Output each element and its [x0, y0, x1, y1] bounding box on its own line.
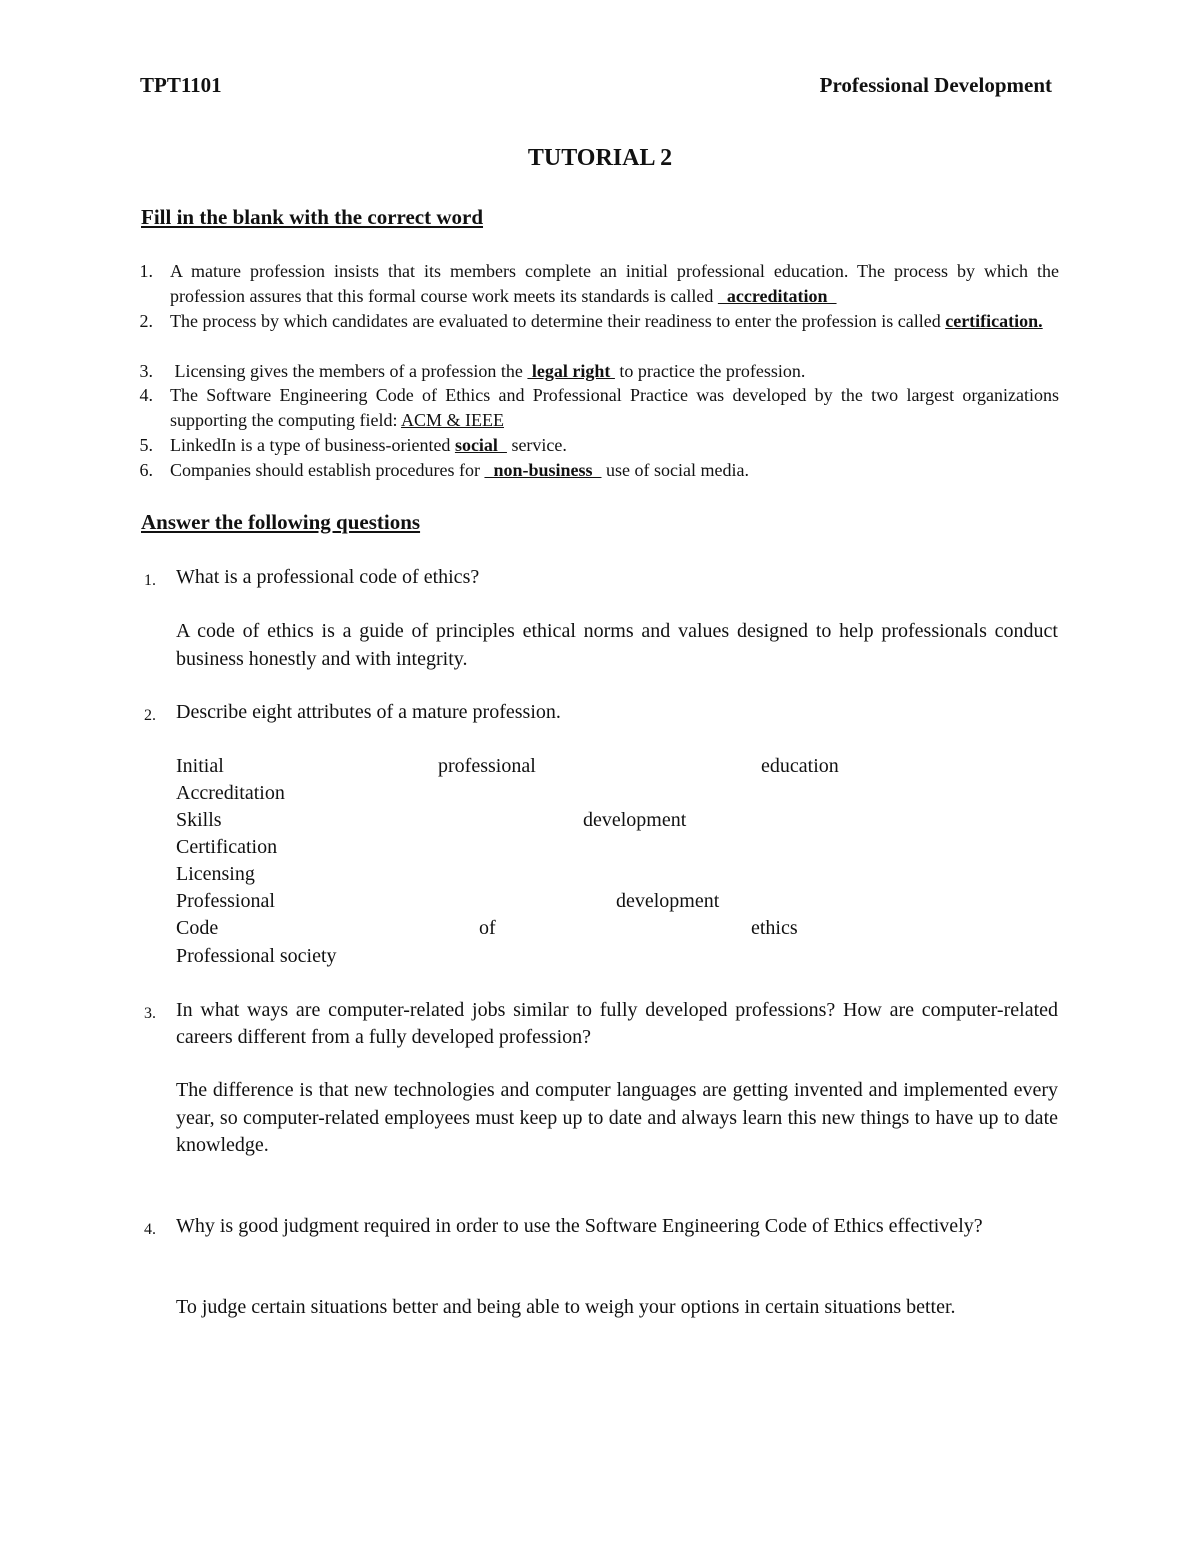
fill-item-6 [133, 458, 1059, 483]
item-text-after: service. [506, 435, 567, 455]
question-number: 4. [144, 1221, 156, 1238]
question-text: Describe eight attributes of a mature profession. [176, 701, 561, 723]
item-number: 3. [139, 361, 153, 381]
fill-item-2 [133, 309, 1059, 334]
attribute-word: development [583, 809, 687, 831]
course-name: Professional Development [819, 73, 1052, 97]
attribute-word: ethics [751, 917, 798, 939]
fill-item-4 [133, 383, 1059, 432]
question-2 [140, 699, 1058, 726]
question-3 [140, 997, 1058, 1051]
fill-item-5 [133, 433, 1059, 458]
attribute-word: professional [438, 755, 536, 777]
item-number: 2. [139, 311, 153, 331]
attribute-word: Skills [176, 809, 222, 831]
item-number: 5. [139, 435, 153, 455]
question-text: Why is good judgment required in order to use the Software Engineering Code of Ethics effectively? [176, 1215, 983, 1237]
question-1 [140, 564, 1058, 591]
question-number: 3. [144, 1005, 156, 1022]
fill-section-heading: Fill in the blank with the correct word [141, 205, 484, 229]
attribute-word: development [616, 890, 720, 912]
item-text: Companies should establish procedures for [170, 460, 485, 480]
item-text: Licensing gives the members of a profession the [170, 361, 528, 381]
item-text: The Software Engineering Code of Ethics and Professional Practice was developed by the two largest organizations supporting the computing field: [170, 385, 1059, 430]
page-title: TUTORIAL 2 [527, 145, 673, 171]
item-text-after: use of social media. [601, 460, 749, 480]
answer-4: To judge certain situations better and being able to weigh your options in certain situations better. [176, 1296, 956, 1318]
blank-answer: accreditation [717, 285, 837, 306]
item-text: The process by which candidates are evaluated to determine their readiness to enter the profession is called [170, 311, 946, 331]
question-text: What is a professional code of ethics? [176, 566, 480, 588]
question-number: 2. [144, 707, 156, 724]
question-4 [140, 1213, 1058, 1240]
blank-answer: social [454, 435, 507, 455]
attribute-word: Licensing [176, 863, 255, 885]
question-number: 1. [144, 572, 156, 589]
attribute-word: Professional [176, 890, 275, 912]
item-text: A mature profession insists that its members complete an initial professional education. The process by which the profession assures that this formal course work meets its standards is called [170, 261, 1059, 306]
answer-1: A code of ethics is a guide of principles ethical norms and values designed to help professionals conduct business honestly and with integrity. [176, 620, 1058, 670]
item-number: 6. [139, 460, 153, 480]
answer-3: The difference is that new technologies and computer languages are getting invented and implemented every year, so computer-related employees must keep up to date and always learn this new things to have up to date knowledge. [176, 1079, 1058, 1156]
attribute-word: of [479, 917, 496, 939]
item-number: 1. [139, 261, 153, 281]
attribute-word: Initial [176, 755, 224, 777]
item-text-after: to practice the profession. [614, 361, 806, 381]
fill-item-3 [133, 359, 1059, 384]
item-text: LinkedIn is a type of business-oriented [170, 435, 455, 455]
blank-answer: certification. [945, 311, 1043, 331]
attribute-word: education [761, 755, 839, 777]
question-text: In what ways are computer-related jobs similar to fully developed professions? How are computer-related careers different from a fully developed profession? [176, 999, 1058, 1048]
answer-section-heading: Answer the following questions [141, 510, 421, 534]
fill-item-1 [133, 259, 1059, 308]
attribute-word: Accreditation [176, 782, 285, 804]
attribute-word: Code [176, 917, 219, 939]
item-number: 4. [139, 385, 153, 405]
attribute-word: Professional society [176, 945, 337, 967]
blank-answer: ACM & IEEE [400, 409, 504, 430]
blank-answer: legal right [527, 361, 615, 381]
blank-answer: non-business [484, 460, 602, 480]
attribute-word: Certification [176, 836, 278, 858]
course-code: TPT1101 [140, 73, 222, 97]
